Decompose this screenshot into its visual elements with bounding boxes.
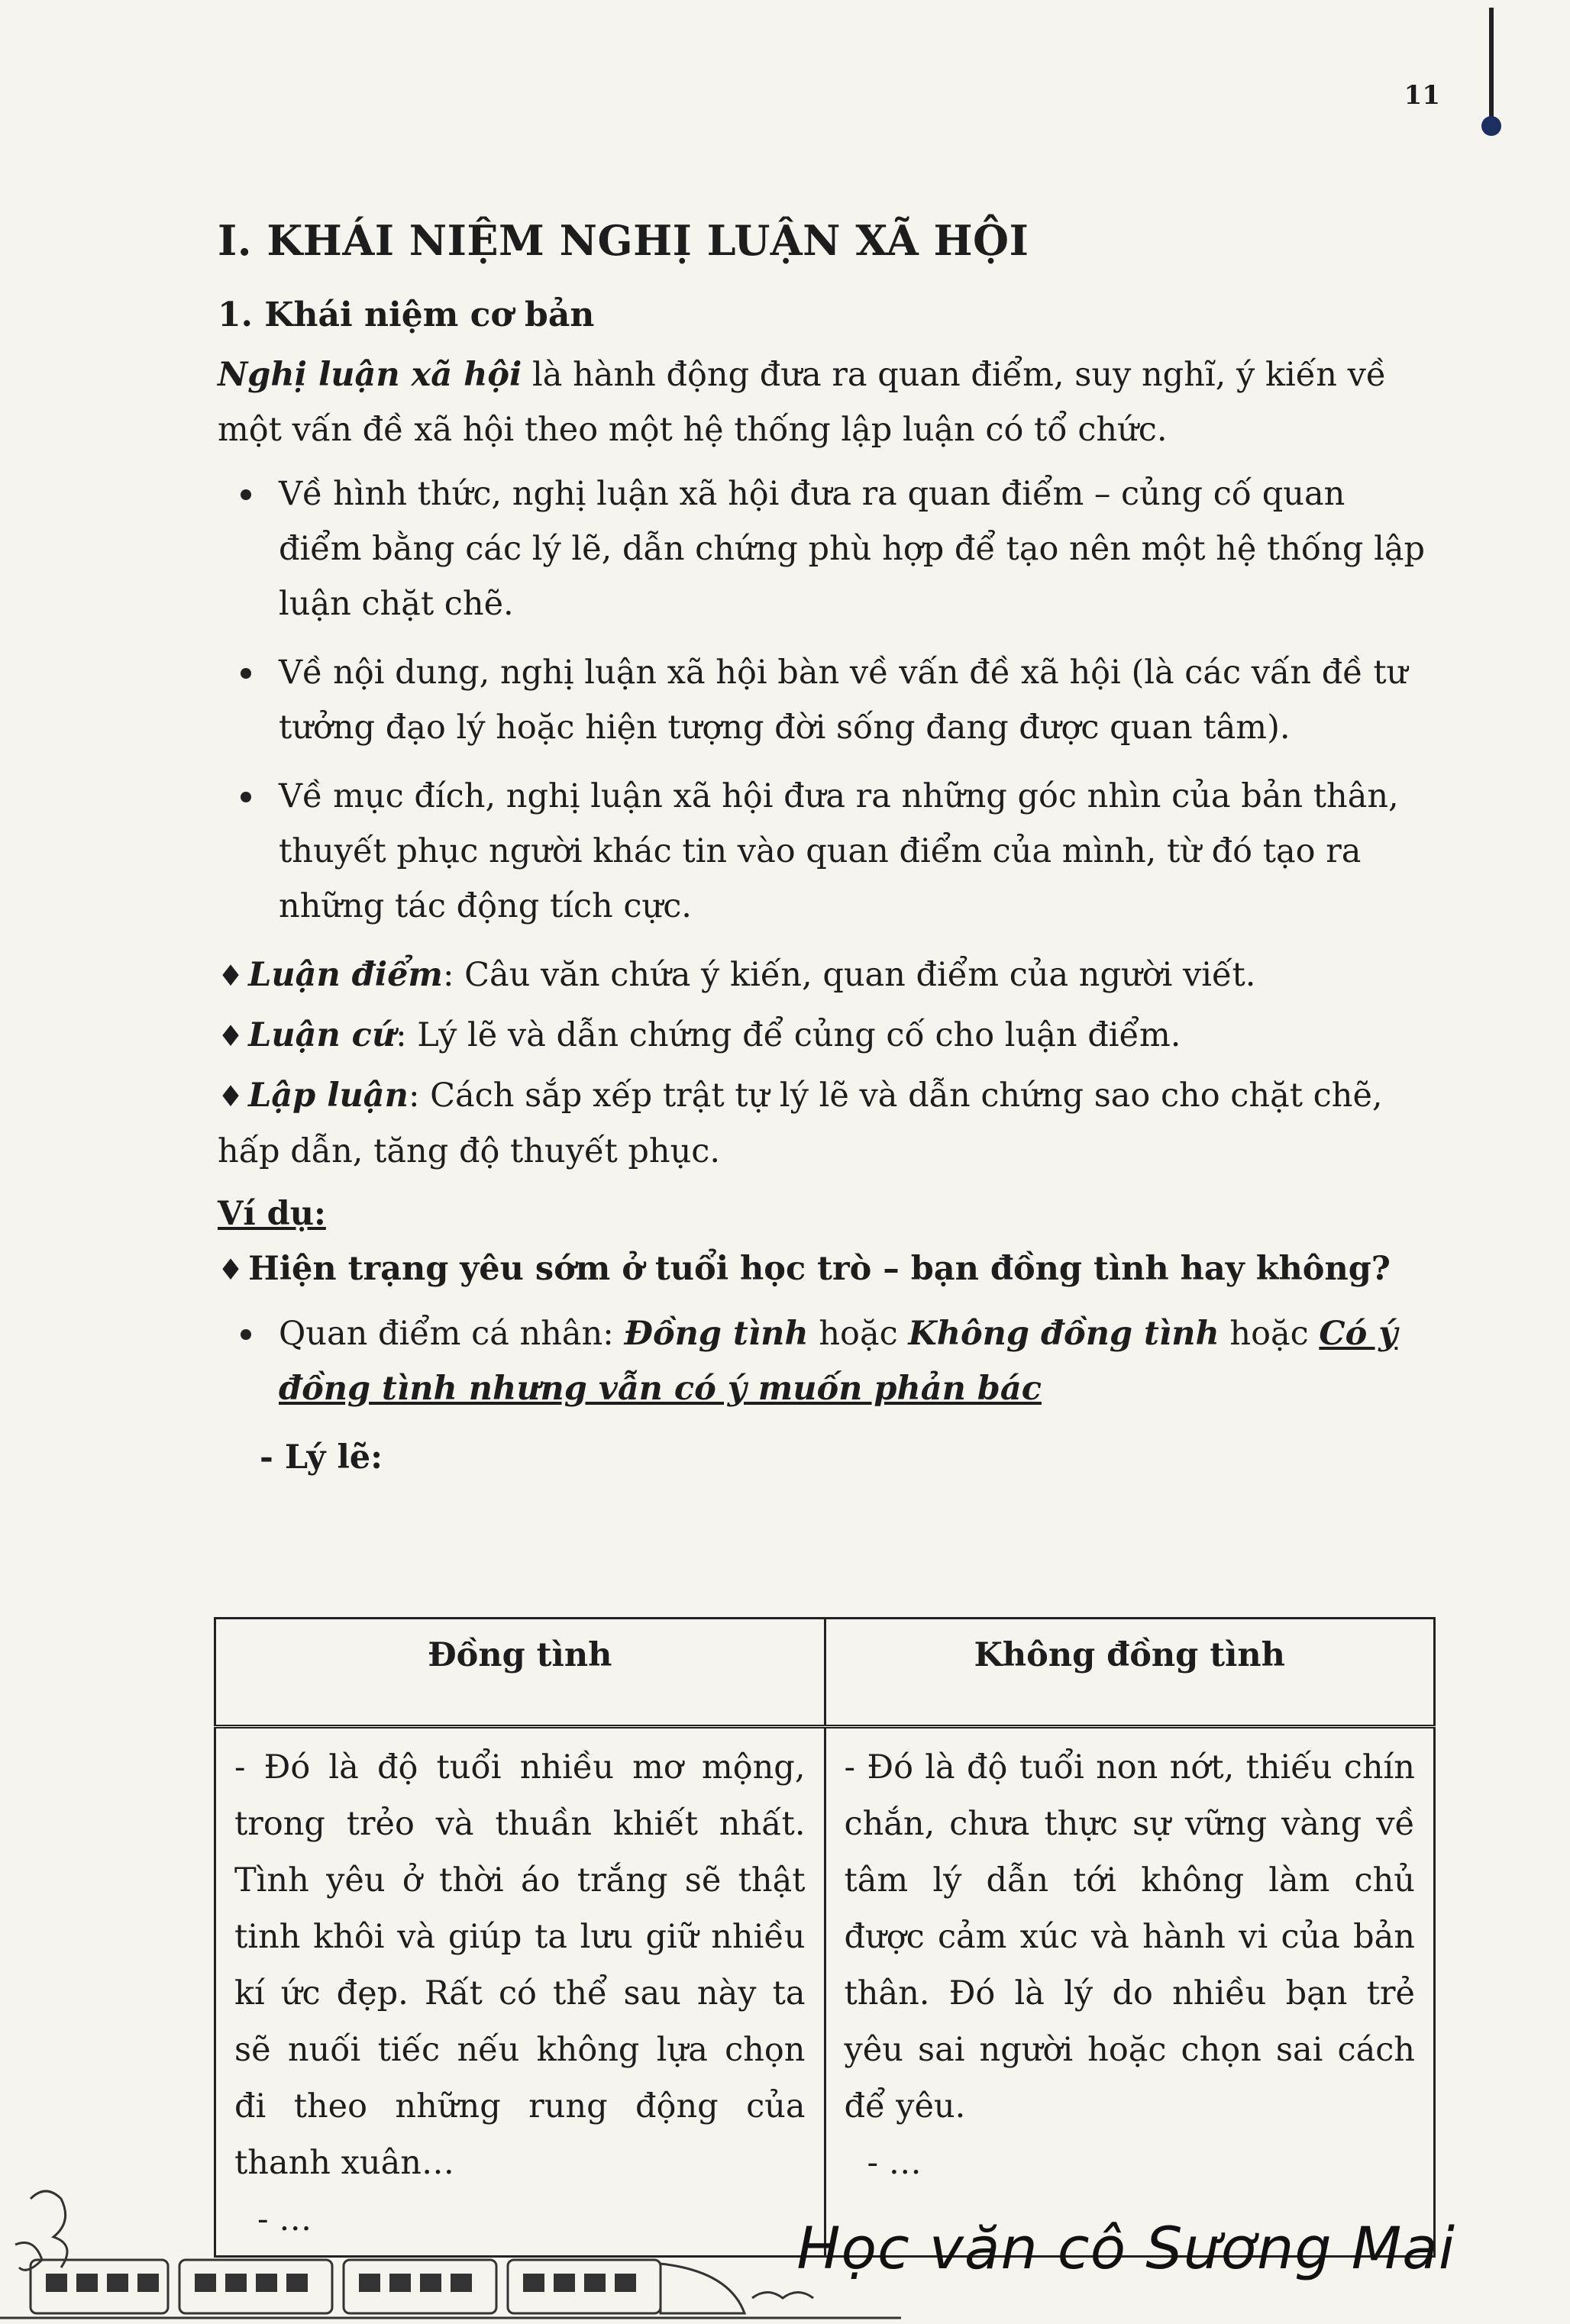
definition-item [218, 1008, 1432, 1064]
definition-term: Luận điểm [248, 956, 443, 994]
intro-paragraph [218, 347, 1432, 457]
diamond-icon: ♦ [218, 1252, 244, 1286]
section-title: I. KHÁI NIỆM NGHỊ LUẬN XÃ HỘI [218, 216, 1029, 265]
example-question [218, 1241, 1432, 1297]
concept-bullets [218, 466, 1432, 934]
table-header-agree: Đồng tình [215, 1619, 825, 1727]
opinion-or: hoặc [808, 1315, 909, 1353]
table-row [215, 1727, 1435, 2257]
definition-term: Lập luận [248, 1076, 409, 1115]
definition-item [218, 1068, 1432, 1179]
opinion-option-agree: Đồng tình [624, 1315, 809, 1353]
definition-item [218, 947, 1432, 1003]
example-label: Ví dụ: [218, 1195, 326, 1233]
page-marker-dot [1481, 116, 1501, 136]
subsection-title: 1. Khái niệm cơ bản [218, 295, 595, 334]
diamond-icon: ♦ [218, 959, 244, 993]
definition-text: : Lý lẽ và dẫn chứng để củng cố cho luận điểm. [396, 1016, 1181, 1054]
question-text: Hiện trạng yêu sớm ở tuổi học trò – bạn đồng tình hay không? [248, 1250, 1391, 1288]
opinion-list [218, 1306, 1432, 1416]
page-number: 11 [1404, 80, 1440, 111]
bullet-item: Về nội dung, nghị luận xã hội bàn về vấn đề xã hội (là các vấn đề tư tưởng đạo lý hoặc hiện tượng đời sống đang được quan tâm). [279, 645, 1432, 755]
opinion-option-disagree: Không đồng tình [908, 1315, 1219, 1353]
argument-table [214, 1617, 1436, 2258]
bullet-item: Về mục đích, nghị luận xã hội đưa ra những góc nhìn của bản thân, thuyết phục người khác tin vào quan điểm của mình, từ đó tạo ra những tác động tích cực. [279, 769, 1432, 934]
table-header-row [215, 1619, 1435, 1727]
cell-text: - Đó là độ tuổi non nớt, thiếu chín chắn, chưa thực sự vững vàng về tâm lý dẫn tới không làm chủ được cảm xúc và hành vi của bản thân. Đó là lý do nhiều bạn trẻ yêu sai người hoặc chọn sai cách để yêu. [844, 1748, 1415, 2125]
intro-text: là hành động đưa ra quan điểm, suy nghĩ, ý kiến về một vấn đề xã hội theo một hệ thống lập luận có tổ chức. [218, 356, 1387, 449]
opinion-item [279, 1306, 1432, 1416]
brand-signature: Học văn cô Sương Mai [796, 2214, 1455, 2282]
opinion-prefix: Quan điểm cá nhân: [279, 1315, 625, 1353]
reason-label: - Lý lẽ: [260, 1438, 383, 1477]
diamond-icon: ♦ [218, 1019, 244, 1053]
table-cell-disagree [825, 1727, 1435, 2257]
intro-term: Nghị luận xã hội [218, 356, 522, 394]
definition-term: Luận cứ [248, 1016, 396, 1054]
main-content [218, 210, 1432, 1485]
diamond-icon: ♦ [218, 1080, 244, 1113]
cell-ellipsis: - … [867, 2144, 922, 2182]
table-cell-agree [215, 1727, 825, 2257]
page-marker-line [1489, 8, 1494, 122]
definition-text: : Cách sắp xếp trật tự lý lẽ và dẫn chứng sao cho chặt chẽ, hấp dẫn, tăng độ thuyết phục. [218, 1076, 1383, 1170]
opinion-or: hoặc [1219, 1315, 1320, 1353]
table-header-disagree: Không đồng tình [825, 1619, 1435, 1727]
opinion-option-mixed: Có ý đồng tình nhưng vẫn có ý muốn phản bác [279, 1315, 1398, 1408]
bullet-item: Về hình thức, nghị luận xã hội đưa ra quan điểm – củng cố quan điểm bằng các lý lẽ, dẫn chứng phù hợp để tạo nên một hệ thống lập luận chặt chẽ. [279, 466, 1432, 631]
cell-text: - Đó là độ tuổi nhiều mơ mộng, trong trẻo và thuần khiết nhất. Tình yêu ở thời áo trắng sẽ thật tinh khôi và giúp ta lưu giữ nhiều kí ức đẹp. Rất có thể sau này ta sẽ nuối tiếc nếu không lựa chọn đi theo những rung động của thanh xuân… [234, 1748, 806, 2182]
definition-text: : Câu văn chứa ý kiến, quan điểm của người viết. [442, 956, 1256, 994]
cell-ellipsis: - … [257, 2200, 312, 2238]
